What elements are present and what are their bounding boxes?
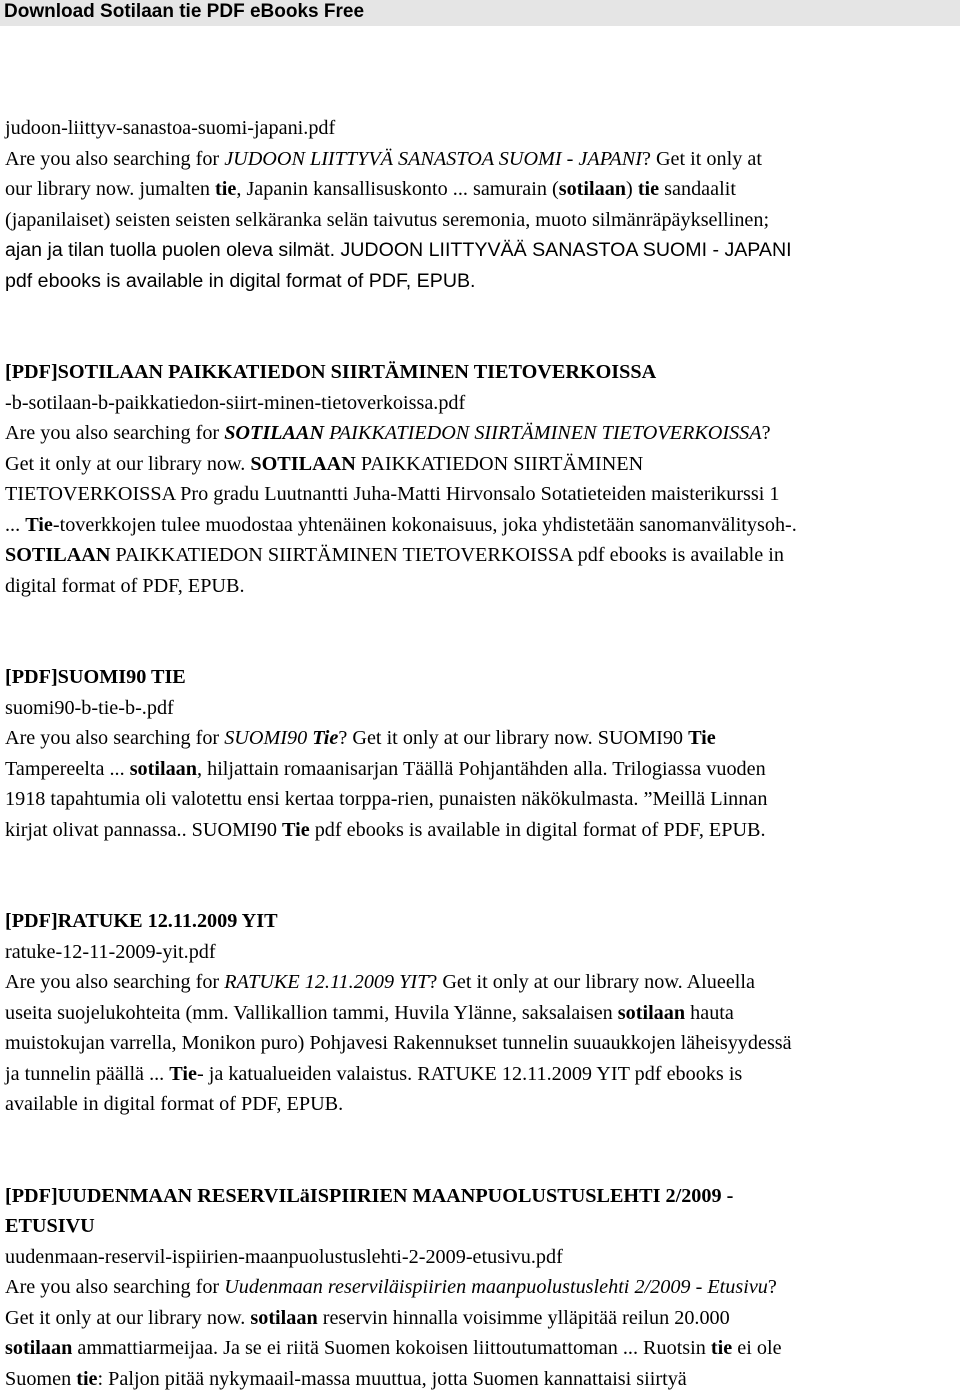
keyword-highlight: Tie (169, 1063, 197, 1085)
page-title: Download Sotilaan tie PDF eBooks Free (4, 1, 364, 23)
result-availability: pdf ebooks is available in digital format of PDF, EPUB. (5, 266, 957, 297)
result-title[interactable]: [PDF]RATUKE 12.11.2009 YIT (5, 906, 957, 937)
result-ask-title: Uudenmaan reserviläispiirien maanpuolustuslehti 2/2009 - Etusivu (224, 1276, 768, 1298)
keyword-highlight: sotilaan (130, 758, 197, 780)
keyword-highlight: sotilaan (250, 1307, 317, 1329)
result-snippet-line: muistokujan varrella, Monikon puro) Pohjavesi Rakennukset tunnelin suuaukkojen läheisyydessä (5, 1028, 957, 1059)
keyword-highlight: SOTILAAN (5, 544, 110, 566)
result-availability: digital format of PDF, EPUB. (5, 571, 957, 602)
result-snippet-line: Suomen tie: Paljon pitää nykymaail-massa muuttua, jotta Suomen kannattaisi siirtyä (5, 1364, 957, 1394)
result-ask-title: SOTILAAN PAIKKATIEDON SIIRTÄMINEN TIETOVERKOISSA (224, 422, 761, 444)
result-snippet-line: ajan ja tilan tuolla puolen oleva silmät. JUDOON LIITTYVÄÄ SANASTOA SUOMI - JAPANI (5, 235, 957, 266)
result-filename[interactable]: judoon-liittyv-sanastoa-suomi-japani.pdf (5, 113, 957, 144)
result-snippet-line: useita suojelukohteita (mm. Vallikallion tammi, Huvila Ylänne, saksalaisen sotilaan hauta (5, 998, 957, 1029)
result-entry (5, 357, 957, 601)
result-snippet-line: our library now. jumalten tie, Japanin kansallisuskonto ... samurain (sotilaan) tie sandaalit (5, 174, 957, 205)
keyword-highlight: SOTILAAN (250, 453, 355, 475)
keyword-highlight: Tie (688, 727, 716, 749)
keyword-highlight: sotilaan (618, 1002, 685, 1024)
result-snippet-line: TIETOVERKOISSA Pro gradu Luutnantti Juha-Matti Hirvonsalo Sotatieteiden maisterikurssi 1 (5, 479, 957, 510)
result-ask-line: Are you also searching for JUDOON LIITTYVÄ SANASTOA SUOMI - JAPANI? Get it only at (5, 144, 957, 175)
result-snippet-line: Get it only at our library now. sotilaan reservin hinnalla voisimme ylläpitää reilun 20.000 (5, 1303, 957, 1334)
result-filename[interactable]: ratuke-12-11-2009-yit.pdf (5, 937, 957, 968)
result-filename[interactable]: -b-sotilaan-b-paikkatiedon-siirt-minen-tietoverkoissa.pdf (5, 388, 957, 419)
keyword-highlight: sotilaan (5, 1337, 72, 1359)
result-snippet-line: (japanilaiset) seisten seisten selkäranka selän taivutus seremonia, muoto silmänräpäyksellinen; (5, 205, 957, 236)
result-ask-line: Are you also searching for SOTILAAN PAIKKATIEDON SIIRTÄMINEN TIETOVERKOISSA? (5, 418, 957, 449)
result-snippet-line: 1918 tapahtumia oli valotettu ensi kertaa torppa-rien, punaisten näkökulmasta. ”Meillä Linnan (5, 784, 957, 815)
result-ask-line: Are you also searching for RATUKE 12.11.2009 YIT? Get it only at our library now. Alueella (5, 967, 957, 998)
result-snippet-line: Tampereelta ... sotilaan, hiljattain romaanisarjan Täällä Pohjantähden alla. Trilogiassa vuoden (5, 754, 957, 785)
result-snippet-line: ja tunnelin päällä ... Tie- ja katualueiden valaistus. RATUKE 12.11.2009 YIT pdf ebooks is (5, 1059, 957, 1090)
result-ask-title: SUOMI90 Tie (224, 727, 338, 749)
result-snippet-line: kirjat olivat pannassa.. SUOMI90 Tie pdf ebooks is available in digital format of PDF, EPUB. (5, 815, 957, 846)
results-list (5, 113, 957, 1394)
result-snippet-line: Get it only at our library now. SOTILAAN PAIKKATIEDON SIIRTÄMINEN (5, 449, 957, 480)
result-ask-title: JUDOON LIITTYVÄ SANASTOA SUOMI - JAPANI (224, 148, 642, 170)
result-entry (5, 662, 957, 845)
keyword-highlight: Tie (25, 514, 53, 536)
result-title[interactable]: [PDF]SOTILAAN PAIKKATIEDON SIIRTÄMINEN TIETOVERKOISSA (5, 357, 957, 388)
result-title[interactable]: [PDF]SUOMI90 TIE (5, 662, 957, 693)
result-snippet-line: ... Tie-toverkkojen tulee muodostaa yhtenäinen kokonaisuus, joka yhdistetään sanomanvälitysoh-. (5, 510, 957, 541)
keyword-highlight: tie (76, 1368, 97, 1390)
result-availability: available in digital format of PDF, EPUB. (5, 1089, 957, 1120)
result-ask-line: Are you also searching for SUOMI90 Tie? Get it only at our library now. SUOMI90 Tie (5, 723, 957, 754)
result-entry (5, 113, 957, 296)
result-entry (5, 906, 957, 1120)
result-snippet-line: SOTILAAN PAIKKATIEDON SIIRTÄMINEN TIETOVERKOISSA pdf ebooks is available in (5, 540, 957, 571)
keyword-highlight: Tie (282, 819, 310, 841)
result-ask-title: RATUKE 12.11.2009 YIT (224, 971, 428, 993)
result-title[interactable]: [PDF]UUDENMAAN RESERVILäISPIIRIEN MAANPUOLUSTUSLEHTI 2/2009 - (5, 1181, 957, 1212)
keyword-highlight: tie (638, 178, 659, 200)
result-title-continued[interactable]: ETUSIVU (5, 1211, 957, 1242)
result-filename[interactable]: uudenmaan-reservil-ispiirien-maanpuolustuslehti-2-2009-etusivu.pdf (5, 1242, 957, 1273)
result-filename[interactable]: suomi90-b-tie-b-.pdf (5, 693, 957, 724)
keyword-highlight: sotilaan (559, 178, 626, 200)
keyword-highlight: tie (215, 178, 236, 200)
result-entry (5, 1181, 957, 1394)
header-bar (0, 0, 960, 26)
result-ask-line: Are you also searching for Uudenmaan reserviläispiirien maanpuolustuslehti 2/2009 - Etusivu? (5, 1272, 957, 1303)
keyword-highlight: tie (711, 1337, 732, 1359)
result-snippet-line: sotilaan ammattiarmeijaa. Ja se ei riitä Suomen kokoisen liittoutumattoman ... Ruotsin tie ei ole (5, 1333, 957, 1364)
